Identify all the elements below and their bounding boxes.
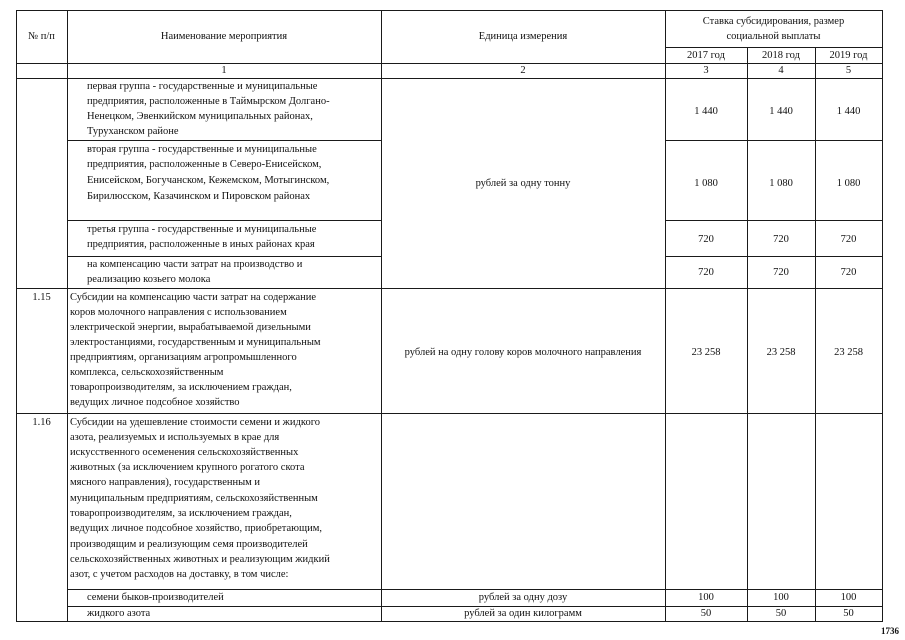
rule-num-col (67, 10, 68, 622)
merged-unit: рублей за одну тонну (475, 178, 571, 189)
row115-text-line1: Субсидии на компенсацию части затрат на содержание (70, 292, 317, 303)
row2-value-2019: 1 080 (836, 178, 861, 189)
row116-text-line4: животных (за исключением крупного рогатого скота (70, 462, 305, 473)
row115-text-line5: предприятиям, организациям агропромышленного (70, 352, 297, 363)
col-number-3: 3 (703, 65, 709, 76)
row-semen-value-2017: 100 (698, 592, 714, 603)
row-semen-unit: рублей за одну дозу (478, 592, 568, 603)
rule-name-col (381, 10, 382, 622)
row115-text-line2: коров молочного направления с использованием (70, 307, 287, 318)
col-number-4: 4 (778, 65, 784, 76)
header-num: № п/п (28, 31, 55, 42)
rule-row2-values-bottom (665, 220, 882, 221)
row-nitrogen-text: жидкого азота (87, 608, 151, 619)
row-nitrogen-value-2019: 50 (843, 608, 854, 619)
row1-text-line2: предприятия, расположенные в Таймырском Долгано- (87, 96, 330, 107)
col-number-1: 1 (221, 65, 227, 76)
row115-value-2017: 23 258 (691, 347, 721, 358)
rule-row3-values-bottom (665, 256, 882, 257)
row116-text-line5: мясного направления), государственным и (70, 477, 261, 488)
row115-text-line8: ведущих личное подсобное хозяйство (70, 397, 240, 408)
row4-value-2018: 720 (773, 267, 789, 278)
row2-value-2018: 1 080 (769, 178, 793, 189)
row116-text-line9: производящим и реализующим семя производителей (70, 539, 308, 550)
row-semen-text: семени быков-производителей (87, 592, 224, 603)
row1-text-line4: Туруханском районе (87, 126, 179, 137)
row3-value-2017: 720 (698, 234, 714, 245)
header-year-2017: 2017 год (687, 50, 725, 61)
row3-text-line1: третья группа - государственные и муниципальные (87, 224, 317, 235)
row4-text-line1: на компенсацию части затрат на производство и (87, 259, 303, 270)
row115-text-line6: комплекса, сельскохозяйственным (70, 367, 224, 378)
row116-text-line2: азота, реализуемых и используемых в крае для (70, 432, 280, 443)
col-number-2: 2 (520, 65, 526, 76)
col-number-5: 5 (845, 65, 852, 76)
row3-value-2019: 720 (840, 234, 857, 245)
rule-row4-bottom (16, 288, 882, 289)
row1-value-2017: 1 440 (694, 106, 718, 117)
row116-text-line1: Субсидии на удешевление стоимости семени и жидкого (70, 417, 320, 428)
row-semen-value-2019: 100 (840, 592, 857, 603)
rule-unit-col (665, 10, 666, 622)
rule-row1-bottom (67, 140, 381, 141)
row3-value-2018: 720 (773, 234, 789, 245)
row2-text-line1: вторая группа - государственные и муниципальные (87, 144, 317, 155)
row2-value-2017: 1 080 (694, 178, 718, 189)
row2-text-line4: Бирилюсском, Казачинском и Пировском районах (87, 191, 311, 202)
row116-text-line6: муниципальным предприятиям, сельскохозяйственным (70, 493, 318, 504)
row115-unit: рублей на одну голову коров молочного направления (404, 347, 642, 358)
row116-text-line10: сельскохозяйственных животных и реализующим жидкий (70, 554, 330, 565)
row4-value-2019: 720 (840, 267, 857, 278)
rule-year3-col (815, 47, 816, 622)
row116-text-line11: азот, с учетом расходов на доставку, в том числе: (70, 569, 289, 580)
rule-row2-bottom (67, 220, 381, 221)
row116-text-line3: искусственного осеменения сельскохозяйственных (70, 447, 299, 458)
row2-text-line3: Енисейском, Богучанском, Кежемском, Мотыгинском, (87, 175, 330, 186)
row1-text-line1: первая группа - государственные и муниципальные (87, 81, 318, 92)
header-unit: Единица измерения (478, 31, 568, 42)
row116-text-line8: ведущих личное подсобное хозяйство, приобретающим, (70, 523, 322, 534)
rule-year2-col (747, 47, 748, 622)
header-rate-line1: Ставка субсидирования, размер (702, 16, 845, 27)
row116-num: 1.16 (32, 417, 51, 428)
row115-value-2019: 23 258 (834, 347, 863, 358)
rule-left (16, 10, 17, 622)
row3-text-line2: предприятия, расположенные в иных районах края (87, 239, 315, 250)
row-nitrogen-value-2017: 50 (700, 608, 712, 619)
row2-text-line2: предприятия, расположенные в Северо-Енисейском, (87, 159, 322, 170)
row115-text-line4: электростанциями, государственным и муниципальным (70, 337, 321, 348)
row1-value-2018: 1 440 (769, 106, 793, 117)
header-year-2019: 2019 год (829, 50, 868, 61)
header-year-2018: 2018 год (762, 50, 800, 61)
rule-top (16, 10, 882, 11)
rule-right (882, 10, 883, 622)
row-nitrogen-value-2018: 50 (775, 608, 787, 619)
row1-value-2019: 1 440 (836, 106, 861, 117)
row4-text-line2: реализацию козьего молока (87, 274, 211, 285)
rule-row1-values-bottom (665, 140, 882, 141)
header-name: Наименование мероприятия (160, 31, 288, 42)
row1-text-line3: Ненецком, Эвенкийском муниципальных районах, (87, 111, 313, 122)
row4-value-2017: 720 (698, 267, 714, 278)
row-nitrogen-unit: рублей за один килограмм (464, 608, 582, 619)
row115-text-line7: товаропроизводителям, за исключением граждан, (70, 382, 292, 393)
row115-num: 1.15 (32, 292, 51, 303)
rule-row115-bottom (16, 413, 882, 414)
row115-value-2018: 23 258 (766, 347, 796, 358)
row-semen-value-2018: 100 (773, 592, 789, 603)
row115-text-line3: электрической энергии, вырабатываемой дизельными (70, 322, 311, 333)
page-number: 1736 (881, 626, 899, 636)
header-rate-line2: социальной выплаты (726, 31, 821, 42)
row116-text-line7: товаропроизводителям, за исключением граждан, (70, 508, 292, 519)
